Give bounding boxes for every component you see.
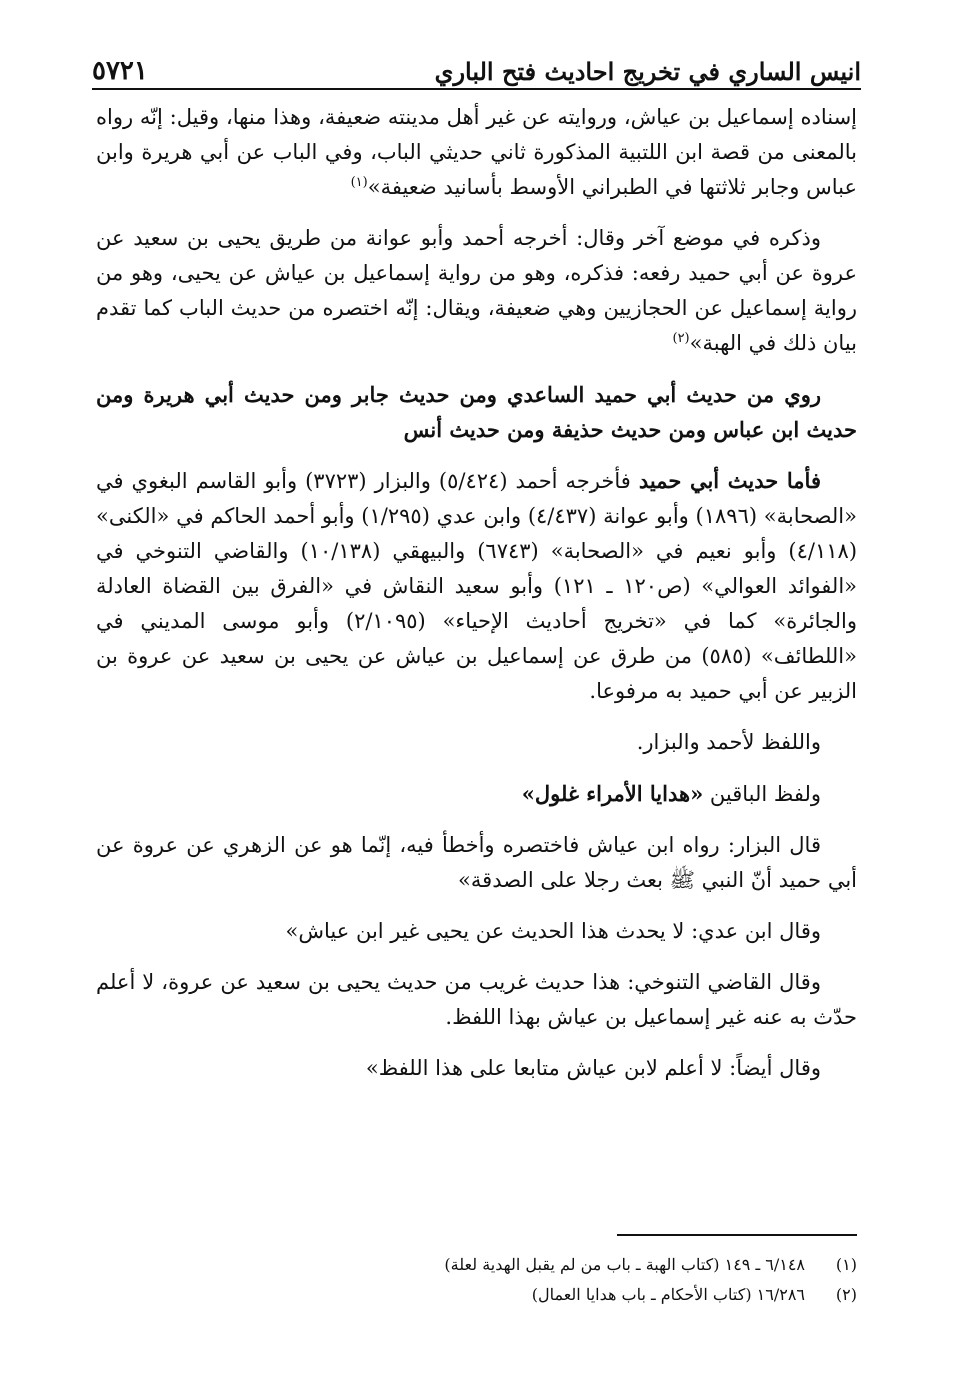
paragraph-4-text: فأخرجه أحمد (٥/٤٢٤) والبزار (٣٧٢٣) وأبو القاسم البغوي في «الصحابة» (١٨٩٦) وأبو عوانة (٤/٤٣٧) وابن عدي (١/٢٩٥) وأبو أحمد الحاكم في «الكنى» (٤/١١٨) وأبو نعيم في «الصحابة» (٦٧٤٣) والبيهقي (١٠/١٣٨) والقاضي التنوخي في «الفوائد العوالي» (ص١٢٠ ـ ١٢١) وأبو سعيد النقاش في «الفرق بين القضاة العادلة والجائرة» كما في «تخريج أحاديث الإحياء» (٢/١٠٩٥) وأبو موسى المديني في «اللطائف» (٥٨٥) من طرق عن إسماعيل بن عياش عن يحيى بن سعيد عن عروة بن الزبير عن أبي حميد به مرفوعا. [96, 469, 858, 703]
footnote-2 [96, 1280, 857, 1310]
page-number: ٥٧٢١ [92, 56, 148, 86]
paragraph-4 [96, 463, 857, 709]
paragraph-8: وقال ابن عدي: لا يحدث هذا الحديث عن يحيى غير ابن عياش» [285, 919, 821, 943]
running-title: انيس الساري في تخريج احاديث فتح الباري [434, 57, 861, 86]
paragraph-1-text: إسناده إسماعيل بن عياش، وروايته عن غير أهل مدينته ضعيفة، وهذا منها، وقيل: إنّه رواه بالمعنى من قصة ابن اللتبية المذكورة ثاني حديثي الباب، وفي الباب عن أبي هريرة وابن عباس وجابر ثلاثتها في الطبراني الأوسط بأسانيد ضعيفة» [96, 105, 857, 199]
paragraph-6-intro: ولفظ الباقين [703, 782, 821, 806]
main-text [96, 100, 857, 1102]
paragraph-6 [96, 776, 857, 812]
footnotes [96, 1250, 857, 1310]
footnote-2-text: ١٦/٢٨٦ (كتاب الأحكام ـ باب هدايا العمال) [531, 1285, 805, 1304]
header-divider [92, 88, 861, 90]
section-heading: روي من حديث أبي حميد الساعدي ومن حديث جابر ومن حديث أبي هريرة ومن حديث ابن عباس ومن حديث حذيفة ومن حديث أنس [96, 382, 857, 442]
footnote-ref-2: (٢) [672, 331, 690, 346]
paragraph-6-quote: «هدايا الأمراء غلول» [521, 781, 704, 806]
paragraph-2-text: وذكره في موضع آخر وقال: أخرجه أحمد وأبو عوانة من طريق يحيى بن سعيد عن عروة عن أبي حميد رفعه: فذكره، وهو من رواية إسماعيل بن عياش عن يحيى، وهو من رواية إسماعيل عن الحجازيين وهي ضعيفة، ويقال: إنّه اختصره من حديث الباب كما تقدم بيان ذلك في الهبة» [96, 226, 857, 355]
paragraph-10: وقال أيضاً: لا أعلم لابن عياش متابعا على هذا اللفظ» [365, 1056, 821, 1080]
footnote-1-number: (١) [835, 1255, 857, 1274]
paragraph-4-lead: فأما حديث أبي حميد [638, 468, 821, 493]
footnote-divider [617, 1234, 857, 1236]
footnote-1-text: ٦/١٤٨ ـ ١٤٩ (كتاب الهبة ـ باب من لم يقبل الهدية لعلة) [444, 1255, 805, 1274]
paragraph-5: واللفظ لأحمد والبزار. [636, 730, 821, 754]
footnote-2-number: (٢) [835, 1285, 857, 1304]
paragraph-2 [96, 221, 857, 361]
paragraph-9: وقال القاضي التنوخي: هذا حديث غريب من حديث يحيى بن سعيد عن عروة، لا أعلم حدّث به عنه غير إسماعيل بن عياش بهذا اللفظ. [96, 970, 857, 1029]
paragraph-1 [96, 100, 857, 205]
footnote-1 [96, 1250, 857, 1280]
page-header [92, 40, 861, 86]
paragraph-7: قال البزار: رواه ابن عياش فاختصره وأخطأ فيه، إنّما هو عن الزهري عن عروة عن أبي حميد أنّ النبي ﷺ بعث رجلا على الصدقة» [96, 833, 857, 892]
footnote-ref-1: (١) [350, 175, 368, 190]
